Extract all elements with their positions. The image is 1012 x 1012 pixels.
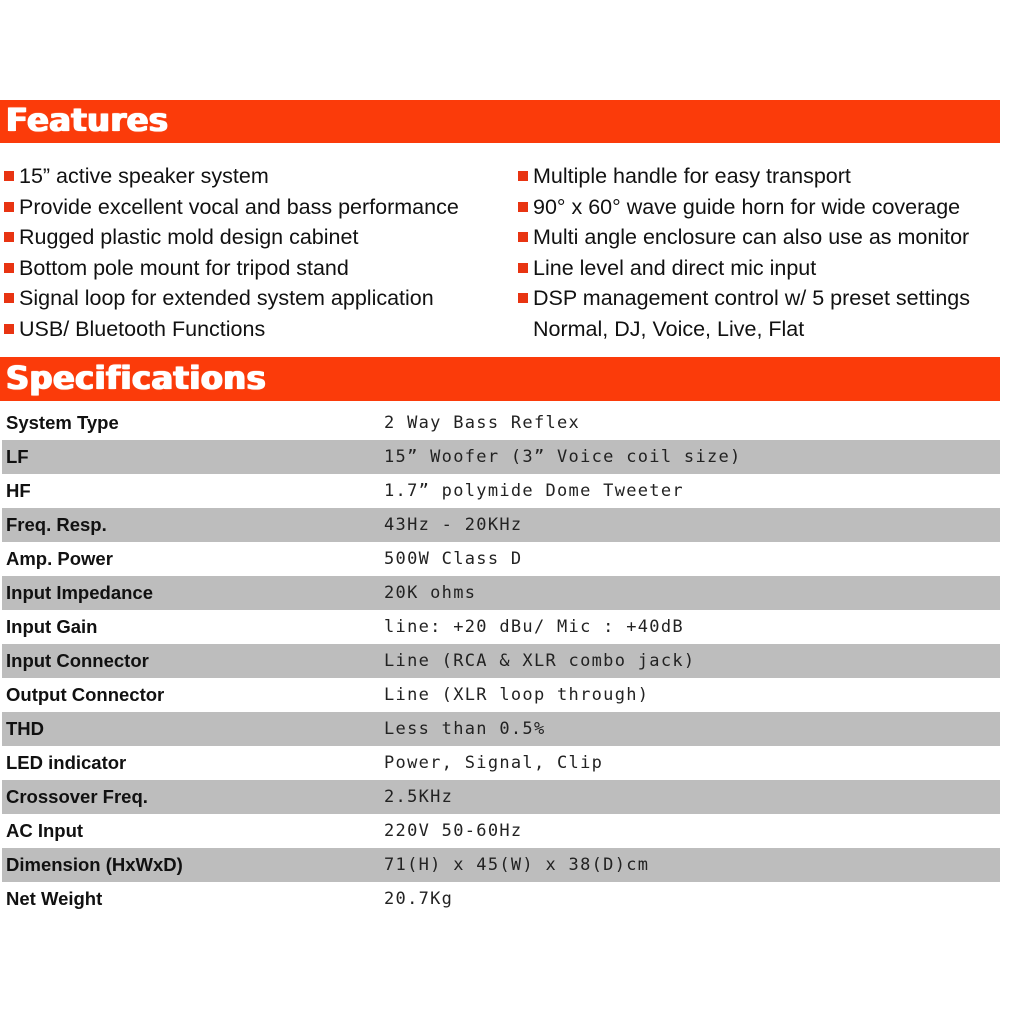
bullet-square-icon xyxy=(4,232,14,242)
feature-item xyxy=(4,315,459,346)
feature-text: Multiple handle for easy transport xyxy=(533,164,851,188)
spec-row xyxy=(2,474,1000,508)
feature-text: Signal loop for extended system application xyxy=(19,286,434,310)
features-title: Features xyxy=(6,101,169,139)
feature-text: USB/ Bluetooth Functions xyxy=(19,316,266,341)
spec-label: System Type xyxy=(6,412,119,433)
feature-item xyxy=(4,162,459,193)
spec-row xyxy=(2,848,1000,882)
feature-item xyxy=(518,162,970,193)
feature-text: Provide excellent vocal and bass performance xyxy=(19,194,459,219)
spec-row xyxy=(2,678,1000,712)
spec-value: 500W Class D xyxy=(384,549,523,569)
feature-text: Line level and direct mic input xyxy=(533,255,817,280)
spec-value: 2 Way Bass Reflex xyxy=(384,413,581,433)
spec-row xyxy=(2,644,1000,678)
feature-item xyxy=(4,254,459,285)
bullet-square-icon xyxy=(4,324,14,334)
spec-value: Line (RCA & XLR combo jack) xyxy=(384,651,696,671)
feature-text: 15” active speaker system xyxy=(19,164,269,188)
spec-label: Net Weight xyxy=(6,888,103,909)
spec-row xyxy=(2,542,1000,576)
spec-value: 43Hz - 20KHz xyxy=(384,515,523,535)
spec-row xyxy=(2,882,1000,916)
feature-text: Bottom pole mount for tripod stand xyxy=(19,255,349,280)
spec-label: Output Connector xyxy=(6,684,165,705)
spec-row xyxy=(2,746,1000,780)
specifications-header xyxy=(0,357,1000,401)
feature-text: 90° x 60° wave guide horn for wide coverage xyxy=(533,194,961,219)
feature-item xyxy=(518,284,970,315)
spec-value: 20K ohms xyxy=(384,583,477,603)
specifications-title: Specifications xyxy=(6,359,267,397)
feature-item xyxy=(518,193,970,224)
features-header xyxy=(0,100,1000,143)
feature-text: DSP management control w/ 5 preset settings xyxy=(533,286,970,310)
feature-item xyxy=(518,223,970,254)
spec-row xyxy=(2,712,1000,746)
specifications-table xyxy=(2,406,1000,916)
spec-label: Input Impedance xyxy=(6,582,153,603)
spec-label: Freq. Resp. xyxy=(6,514,107,535)
feature-item xyxy=(518,254,970,285)
spec-value: 2.5KHz xyxy=(384,787,454,807)
feature-text: Normal, DJ, Voice, Live, Flat xyxy=(533,316,805,341)
bullet-square-icon xyxy=(518,171,528,181)
spec-label: Input Connector xyxy=(6,650,149,671)
spec-label: Input Gain xyxy=(6,616,98,637)
spec-label: Amp. Power xyxy=(6,548,113,569)
feature-text: Rugged plastic mold design cabinet xyxy=(19,225,359,249)
features-list-right xyxy=(518,162,970,345)
spec-value: 1.7” polymide Dome Tweeter xyxy=(384,481,684,501)
bullet-square-icon xyxy=(4,171,14,181)
spec-value: 20.7Kg xyxy=(384,889,454,909)
spec-row xyxy=(2,440,1000,474)
spec-row xyxy=(2,576,1000,610)
spec-value: Less than 0.5% xyxy=(384,719,546,739)
feature-item-continuation xyxy=(518,315,970,346)
spec-row xyxy=(2,610,1000,644)
spec-value: 220V 50-60Hz xyxy=(384,821,523,841)
feature-item xyxy=(4,284,459,315)
spec-label: LED indicator xyxy=(6,752,127,773)
spec-value: 71(H) x 45(W) x 38(D)cm xyxy=(384,855,650,875)
spec-value: Power, Signal, Clip xyxy=(384,753,604,773)
spec-label: HF xyxy=(6,480,31,501)
spec-label: LF xyxy=(6,446,29,467)
bullet-square-icon xyxy=(518,232,528,242)
bullet-square-icon xyxy=(518,263,528,273)
spec-row xyxy=(2,780,1000,814)
feature-text: Multi angle enclosure can also use as monitor xyxy=(533,225,970,249)
bullet-square-icon xyxy=(518,202,528,212)
feature-item xyxy=(4,193,459,224)
spec-value: line: +20 dBu/ Mic : +40dB xyxy=(384,617,684,637)
spec-label: Crossover Freq. xyxy=(6,786,148,807)
spec-row xyxy=(2,814,1000,848)
spec-label: THD xyxy=(6,718,45,739)
features-list-left xyxy=(4,162,459,345)
spec-row xyxy=(2,508,1000,542)
spec-label: Dimension (HxWxD) xyxy=(6,854,183,875)
spec-row xyxy=(2,406,1000,440)
feature-item xyxy=(4,223,459,254)
bullet-square-icon xyxy=(4,293,14,303)
spec-value: Line (XLR loop through) xyxy=(384,685,650,705)
spec-label: AC Input xyxy=(6,820,84,841)
bullet-square-icon xyxy=(4,202,14,212)
spec-value: 15” Woofer (3” Voice coil size) xyxy=(384,447,742,467)
bullet-square-icon xyxy=(518,293,528,303)
bullet-square-icon xyxy=(4,263,14,273)
